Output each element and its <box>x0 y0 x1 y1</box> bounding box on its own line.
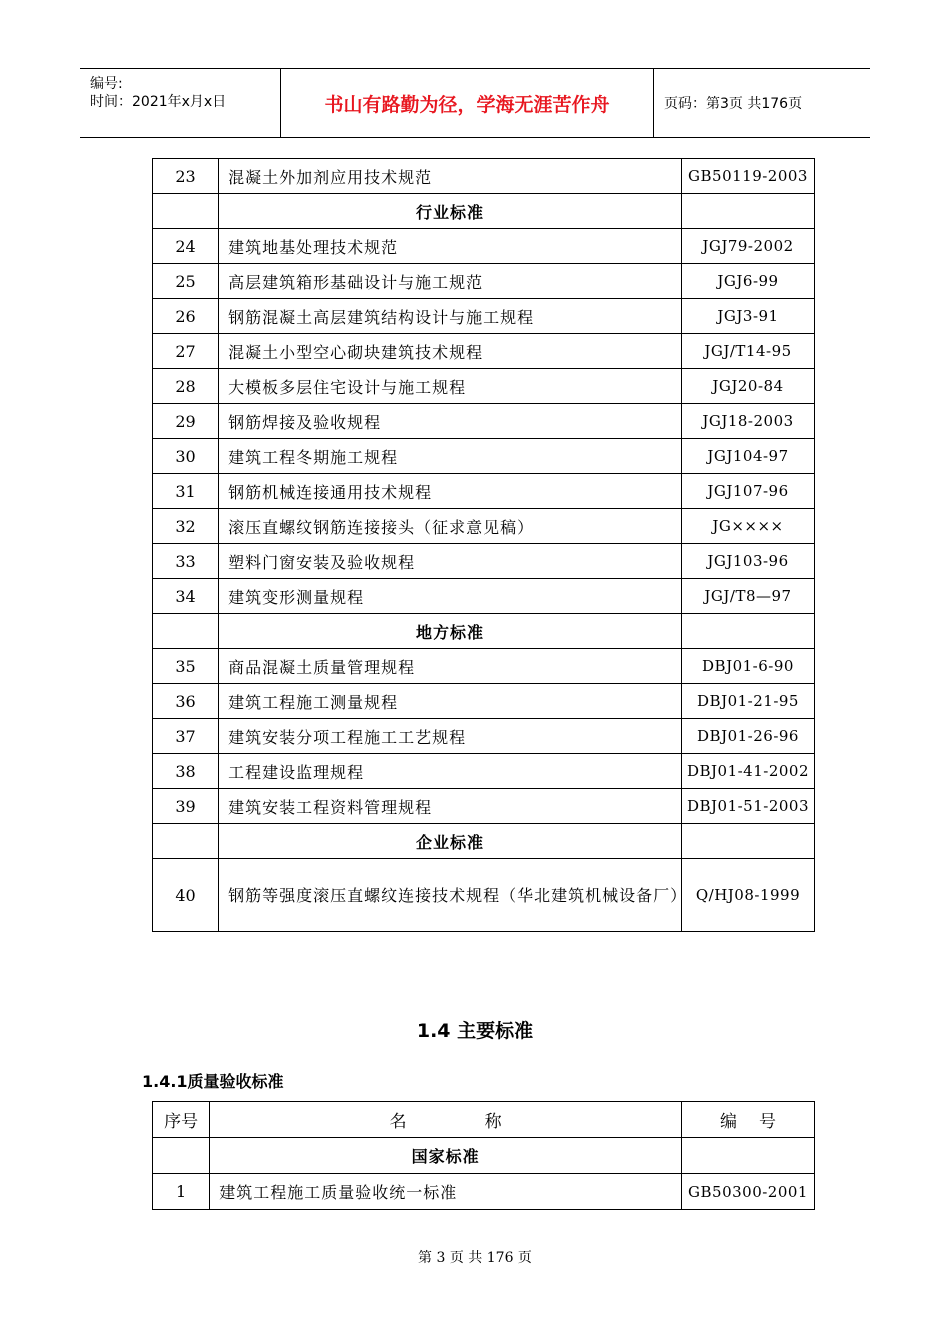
section-label: 企业标准 <box>219 824 682 859</box>
row-no: 40 <box>153 859 219 932</box>
subsection-title: 1.4.1质量验收标准 <box>142 1072 284 1091</box>
row-no: 28 <box>153 369 219 404</box>
row-name: 钢筋机械连接通用技术规程 <box>219 474 682 509</box>
row-name: 商品混凝土质量管理规程 <box>219 649 682 684</box>
row-code: GB50300-2001 <box>682 1174 815 1210</box>
header-meta <box>80 69 281 137</box>
header-motto: 书山有路勤为径，学海无涯苦作舟 <box>281 69 654 137</box>
section-no-cell <box>153 824 219 859</box>
row-name: 混凝土外加剂应用技术规范 <box>219 159 682 194</box>
table-row <box>153 229 815 264</box>
section-label: 国家标准 <box>210 1138 682 1174</box>
table-row <box>153 369 815 404</box>
section-code-cell <box>682 614 815 649</box>
table-row <box>153 474 815 509</box>
row-code: JGJ79-2002 <box>682 229 815 264</box>
table-row <box>153 579 815 614</box>
section-no-cell <box>153 614 219 649</box>
row-no: 23 <box>153 159 219 194</box>
row-no: 27 <box>153 334 219 369</box>
section-label: 行业标准 <box>219 194 682 229</box>
time-label: 时间：2021年x月x日 <box>90 94 227 110</box>
table-row <box>153 264 815 299</box>
table-row <box>153 299 815 334</box>
section-title: 1.4 主要标准 <box>416 1020 534 1042</box>
row-name: 钢筋混凝土高层建筑结构设计与施工规程 <box>219 299 682 334</box>
header-no: 序号 <box>153 1102 210 1138</box>
row-no: 38 <box>153 754 219 789</box>
code-label: 编号: <box>90 76 123 92</box>
row-no: 34 <box>153 579 219 614</box>
row-no: 26 <box>153 299 219 334</box>
row-no: 37 <box>153 719 219 754</box>
table-row <box>153 159 815 194</box>
row-no: 31 <box>153 474 219 509</box>
table-row <box>153 509 815 544</box>
quality-acceptance-table <box>152 1101 815 1210</box>
row-code: DBJ01-21-95 <box>682 684 815 719</box>
row-no: 1 <box>153 1174 210 1210</box>
table-row <box>153 404 815 439</box>
row-code: DBJ01-41-2002 <box>682 754 815 789</box>
section-code-cell <box>682 194 815 229</box>
row-no: 29 <box>153 404 219 439</box>
row-code: GB50119-2003 <box>682 159 815 194</box>
row-name: 高层建筑箱形基础设计与施工规范 <box>219 264 682 299</box>
row-code: DBJ01-26-96 <box>682 719 815 754</box>
row-code: JGJ20-84 <box>682 369 815 404</box>
table-row <box>153 1174 815 1210</box>
row-name: 工程建设监理规程 <box>219 754 682 789</box>
row-name: 建筑工程冬期施工规程 <box>219 439 682 474</box>
table-row <box>153 859 815 932</box>
section-no-cell <box>153 194 219 229</box>
row-name: 大模板多层住宅设计与施工规程 <box>219 369 682 404</box>
table-row <box>153 334 815 369</box>
table-row <box>153 684 815 719</box>
section-row <box>153 824 815 859</box>
section-label: 地方标准 <box>219 614 682 649</box>
header-code-char-2: 号 <box>759 1112 776 1132</box>
table-row <box>153 439 815 474</box>
row-code: Q/HJ08-1999 <box>682 859 815 932</box>
row-code: DBJ01-6-90 <box>682 649 815 684</box>
row-name: 钢筋焊接及验收规程 <box>219 404 682 439</box>
row-code: JGJ3-91 <box>682 299 815 334</box>
row-no: 24 <box>153 229 219 264</box>
section-no-cell <box>153 1138 210 1174</box>
section-code-cell <box>682 824 815 859</box>
row-code: JGJ/T8—97 <box>682 579 815 614</box>
row-code: JGJ18-2003 <box>682 404 815 439</box>
header-code <box>682 1102 815 1138</box>
row-no: 25 <box>153 264 219 299</box>
row-code: JGJ104-97 <box>682 439 815 474</box>
header-name-char-1: 名 <box>389 1112 407 1132</box>
section-row <box>153 614 815 649</box>
row-name: 建筑工程施工质量验收统一标准 <box>210 1174 682 1210</box>
row-code: JG×××× <box>682 509 815 544</box>
row-code: JGJ/T14-95 <box>682 334 815 369</box>
row-no: 33 <box>153 544 219 579</box>
row-no: 30 <box>153 439 219 474</box>
row-no: 35 <box>153 649 219 684</box>
page-header <box>80 68 870 138</box>
row-name: 建筑工程施工测量规程 <box>219 684 682 719</box>
row-code: JGJ103-96 <box>682 544 815 579</box>
row-code: DBJ01-51-2003 <box>682 789 815 824</box>
row-name: 建筑安装分项工程施工工艺规程 <box>219 719 682 754</box>
table-row <box>153 754 815 789</box>
row-name: 建筑变形测量规程 <box>219 579 682 614</box>
header-page-info: 页码：第3页 共176页 <box>664 96 803 112</box>
row-code: JGJ107-96 <box>682 474 815 509</box>
section-row <box>153 194 815 229</box>
row-code: JGJ6-99 <box>682 264 815 299</box>
page-footer: 第 3 页 共 176 页 <box>418 1250 532 1266</box>
header-name <box>210 1102 682 1138</box>
row-name: 滚压直螺纹钢筋连接接头（征求意见稿） <box>219 509 682 544</box>
header-name-char-2: 称 <box>484 1112 502 1132</box>
table-row <box>153 544 815 579</box>
table-header-row <box>153 1102 815 1138</box>
row-no: 32 <box>153 509 219 544</box>
standards-table <box>152 158 815 932</box>
row-name: 钢筋等强度滚压直螺纹连接技术规程（华北建筑机械设备厂） <box>219 859 682 932</box>
table-row <box>153 649 815 684</box>
section-row <box>153 1138 815 1174</box>
table-row <box>153 719 815 754</box>
row-no: 36 <box>153 684 219 719</box>
header-code-char-1: 编 <box>720 1112 737 1132</box>
row-name: 建筑安装工程资料管理规程 <box>219 789 682 824</box>
section-code-cell <box>682 1138 815 1174</box>
row-name: 建筑地基处理技术规范 <box>219 229 682 264</box>
row-name: 塑料门窗安装及验收规程 <box>219 544 682 579</box>
row-name: 混凝土小型空心砌块建筑技术规程 <box>219 334 682 369</box>
row-no: 39 <box>153 789 219 824</box>
table-row <box>153 789 815 824</box>
